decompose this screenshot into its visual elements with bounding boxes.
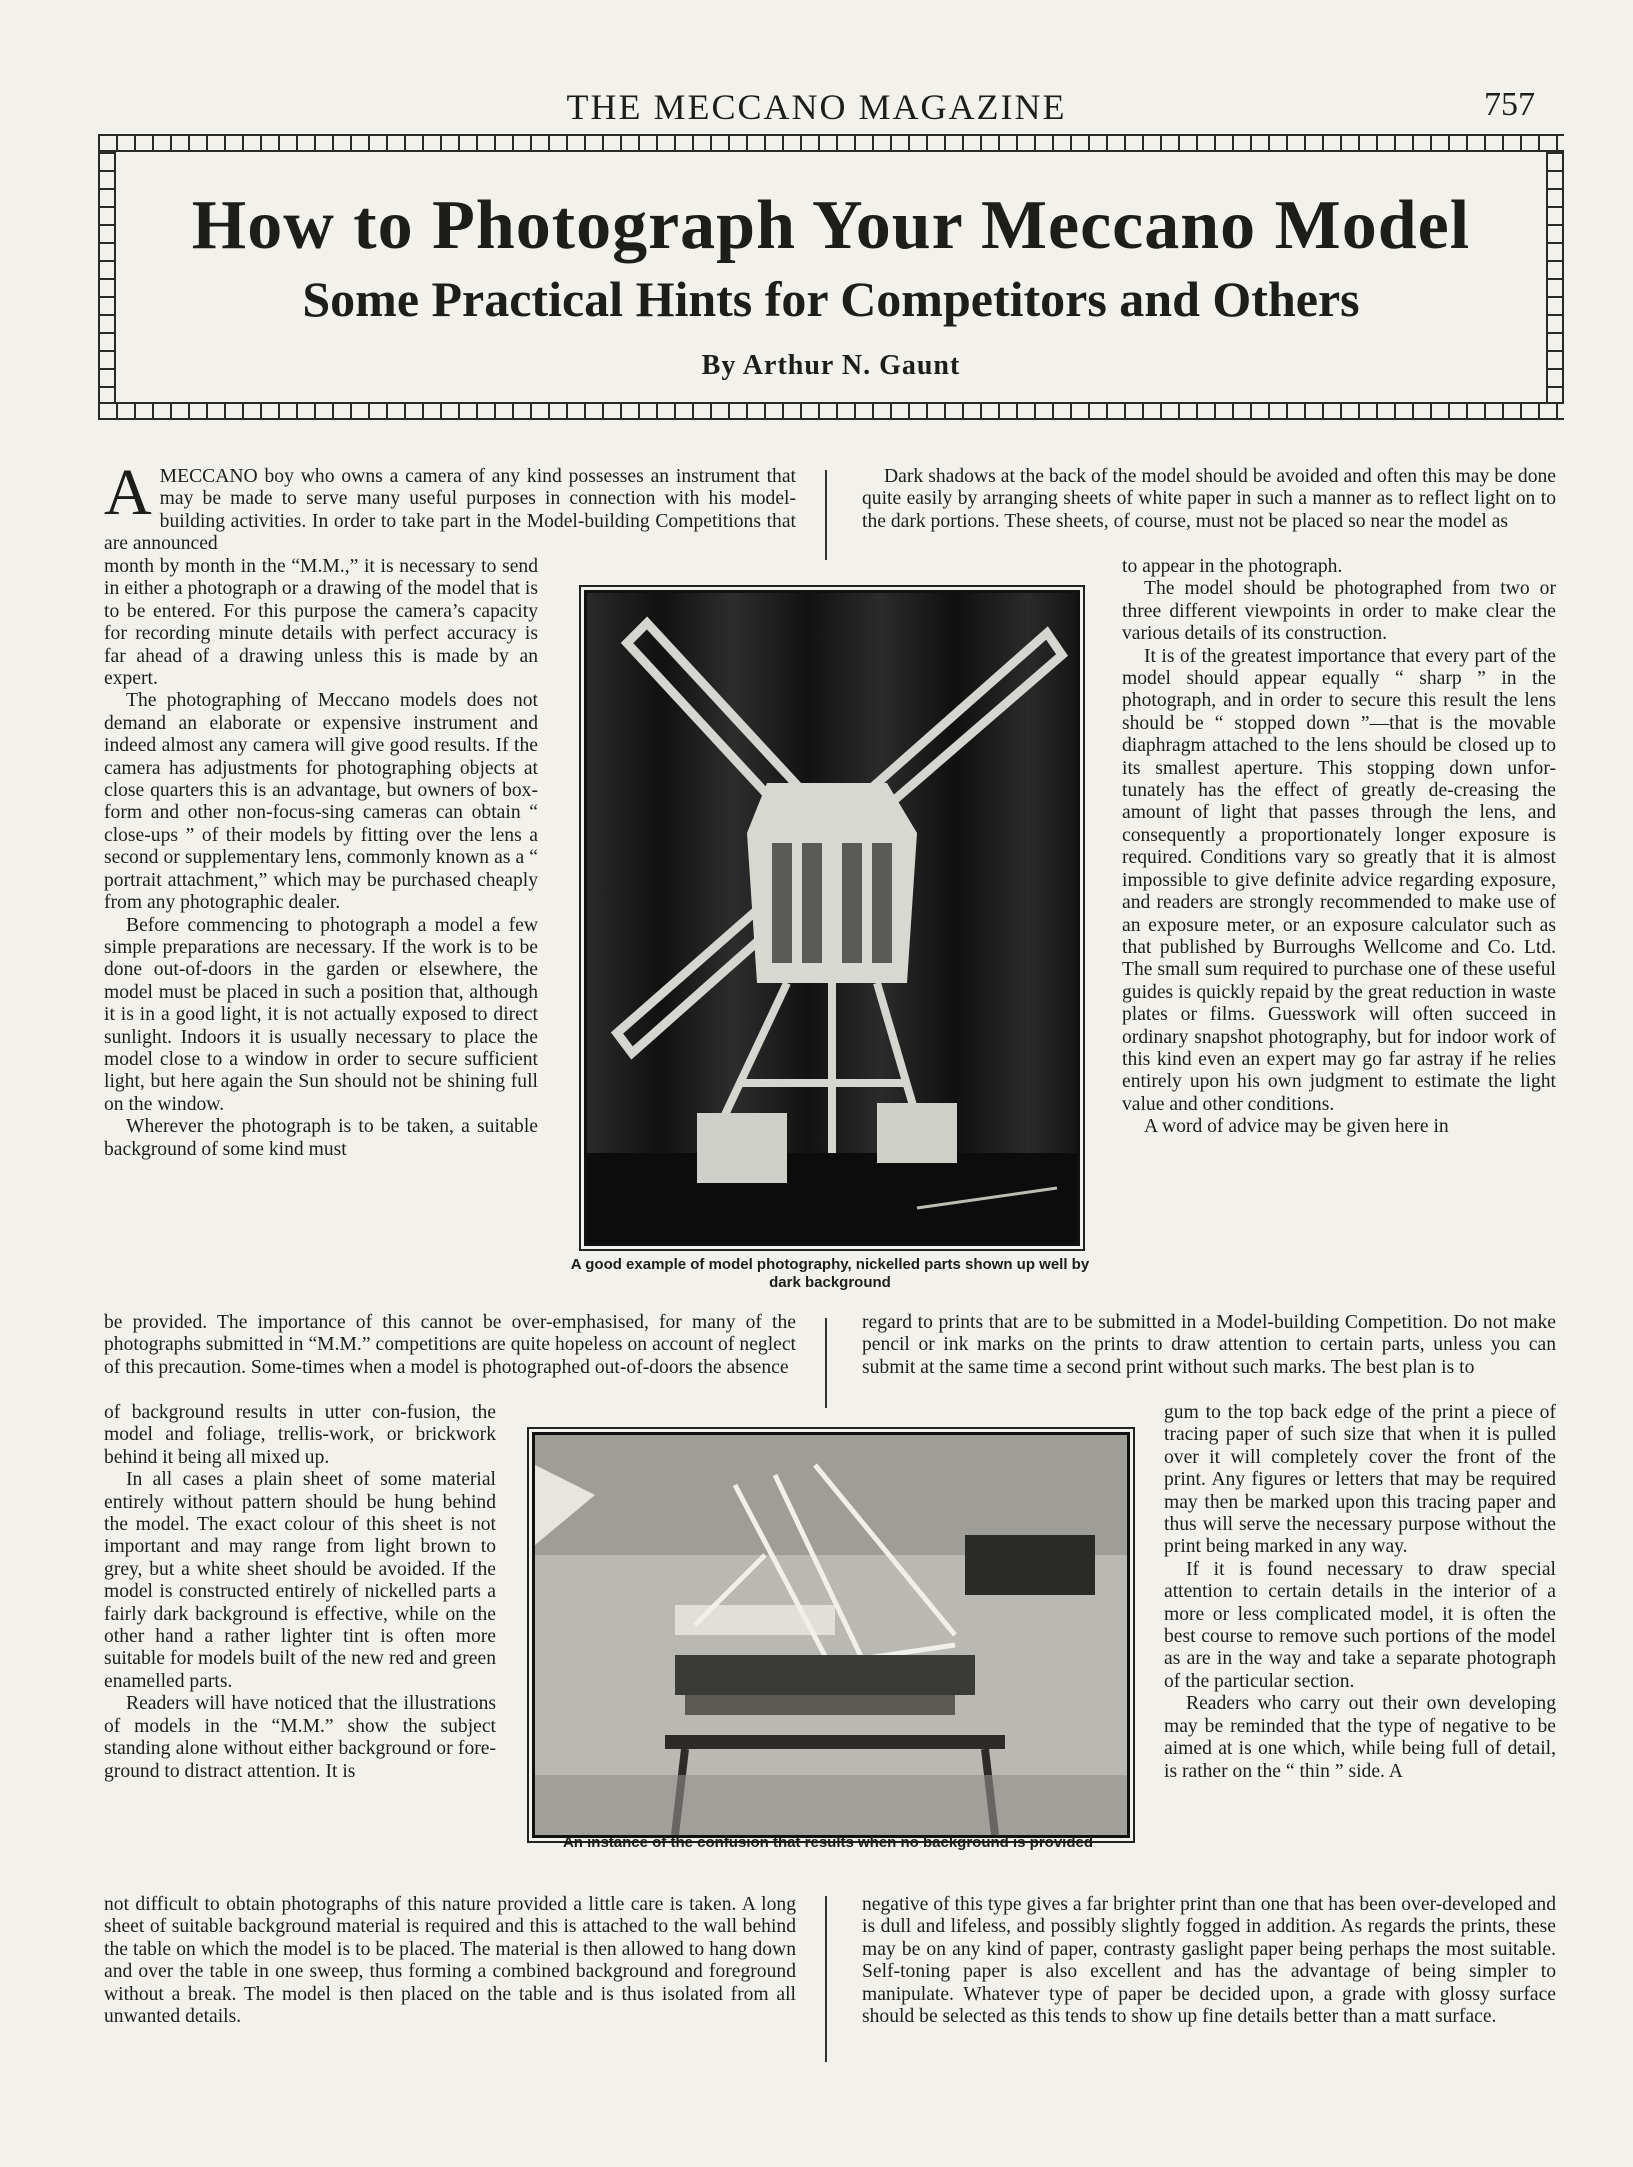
paragraph: A word of advice may be given here in: [1144, 1116, 1449, 1138]
running-title: THE MECCANO MAGAZINE: [566, 87, 1067, 127]
paragraph: Readers who carry out their own developing may be reminded that the type of negative to be aimed at is one which, while being full of detail, is rather on the “ thin ” side. A: [1164, 1693, 1556, 1782]
column-right-top: [862, 466, 1556, 533]
page-number: 757: [1484, 86, 1535, 123]
paragraph: negative of this type gives a far brighter print than one that has been over-developed and is dull and lifeless, and possibly slightly fogged in addition. As regards the prints, these may be on any kind of paper, contrasty gaslight paper being perhaps the most suitable. Self-toning paper is also excellent and has the advantage of being simpler to manipulate. Whatever type of paper be decided upon, a grade with glossy surface should be selected as this tends to show up fine details better than a matt surface.: [862, 1894, 1556, 2028]
paragraph: The photographing of Meccano models does not demand an elaborate or expensive instrument and indeed almost any camera will give good results. If the camera has adjustments for photographing objects at close quarters this is an advantage, but owners of box-form and other non-focus-sing cameras can obtain “ close-ups ” of their models by fitting over the lens a second or supplementary lens, commonly known as a “ portrait attachment,” which may be purchased cheaply from any photographic dealer.: [104, 690, 538, 914]
paragraph: of background results in utter con-fusion, the model and foliage, trellis-work, or brickwork behind it being all mixed up.: [104, 1402, 496, 1468]
column-right-narrow-1: [1122, 556, 1556, 1139]
drop-cap: A: [104, 456, 152, 529]
paragraph: not difficult to obtain photographs of this nature provided a little care is taken. A long sheet of suitable background material is required and this is attached to the wall behind the table on which the model is to be placed. The material is then allowed to hang down and over the table in one sweep, thus forming a combined background and foreground without a break. The model is then placed on the table and is thus isolated from all unwanted details.: [104, 1894, 796, 2028]
paragraph: Readers will have noticed that the illustrations of models in the “M.M.” show the subject standing alone without either background or fore-ground to distract attention. It is: [104, 1693, 496, 1782]
paragraph: be provided. The importance of this cannot be over-emphasised, for many of the photographs submitted in “M.M.” competitions are quite hopeless on account of neglect of this precaution. Some-times when a model is photographed out-of-doors the absence: [104, 1312, 796, 1378]
column-left-bottom: [104, 1894, 796, 2028]
column-rule: [825, 470, 827, 560]
paragraph: It is of the greatest importance that every part of the model should appear equally “ sharp ” in the photograph, and in order to secure this result the lens should be “ stopped down ”—that is the movable diaphragm attached to the lens should be closed up to its smallest aperture. This stopping down unfor-tunately has the effect of greatly de-creasing the amount of light that passes through the lens, and consequently a proportionately longer exposure is required. Conditions vary so greatly that it is almost impossible to give definite advice regarding exposure, and readers are strongly recommended to make use of an exposure meter, or an exposure calculator such as that published by Burroughs Wellcome and Co. Ltd. The small sum required to purchase one of these useful guides is quickly repaid by the great reduction in waste plates or films. Guesswork will often succeed in ordinary snapshot photography, but for indoor work of this kind even an expert may go far astray if he relies entirely upon his own judgment to estimate the light value and other conditions.: [1122, 645, 1556, 1115]
paragraph: Dark shadows at the back of the model should be avoided and often this may be done quite easily by arranging sheets of white paper in such a manner as to reflect light on to the dark portions. These sheets, of course, must not be placed so near the model as: [862, 466, 1556, 532]
title-frame: [98, 134, 1564, 420]
column-left-narrow-2: [104, 1402, 496, 1783]
column-rule: [825, 1318, 827, 1408]
article-subtitle: Some Practical Hints for Competitors and Others: [302, 271, 1360, 327]
paragraph: Wherever the photograph is to be taken, a suitable background of some kind must: [104, 1116, 538, 1160]
column-left-narrow-1: [104, 556, 538, 1161]
column-rule: [825, 1896, 827, 2062]
column-right-narrow-2: [1164, 1402, 1556, 1783]
sailing-boat-model-image: [535, 1435, 1127, 1835]
column-left-mid: [104, 1312, 796, 1379]
paragraph: to appear in the photograph.: [1122, 556, 1343, 577]
column-right-mid: [862, 1312, 1556, 1379]
windmill-photo: [584, 590, 1080, 1246]
column-right-bottom: [862, 1894, 1556, 2028]
paragraph: regard to prints that are to be submitted in a Model-building Competition. Do not make pencil or ink marks on the prints to draw attention to certain parts, unless you can submit at the same time a second print without such marks. The best plan is to: [862, 1312, 1556, 1378]
paragraph: If it is found necessary to draw special attention to certain details in the interior of a more or less complicated model, it is often the best course to remove such portions of the model as are in the way and take a separate photograph of the particular section.: [1164, 1558, 1556, 1692]
article-title: How to Photograph Your Meccano Model: [191, 187, 1471, 264]
windmill-model-image: [587, 593, 1077, 1243]
paragraph: In all cases a plain sheet of some material entirely without pattern should be hung behind the model. The exact colour of this sheet is not important and may range from light brown to grey, but a white sheet should be avoided. If the model is constructed entirely of nickelled parts a fairly dark background is effective, while on the other hand a rather lighter tint is often more suitable for models built of the new red and green enamelled parts.: [104, 1469, 496, 1692]
paragraph: gum to the top back edge of the print a piece of tracing paper of such size that when it is pulled over it will completely cover the front of the print. Any figures or letters that may be required may then be marked upon this tracing paper and thus will serve the necessary purpose without the print being marked in any way.: [1164, 1402, 1556, 1558]
paragraph: month by month in the “M.M.,” it is necessary to send in either a photograph or a drawing of the model that is to be entered. For this purpose the camera’s capacity for recording minute details with perfect accuracy is far ahead of a drawing unless this is made by an expert.: [104, 556, 538, 690]
frame-border-bottom: [98, 402, 1564, 420]
article-byline: By Arthur N. Gaunt: [701, 350, 961, 381]
paragraph: The model should be photographed from two or three different viewpoints in order to make clear the various details of its construction.: [1122, 578, 1556, 645]
intro-paragraph: MECCANO boy who owns a camera of any kind possesses an instrument that may be made to serve many useful purposes in connection with his model-building activities. In order to take part in the Model-building Competitions that are announced: [104, 466, 796, 555]
boat-caption: An instance of the confusion that results when no background is provided: [562, 1834, 1094, 1851]
windmill-caption: A good example of model photography, nickelled parts shown up well by dark background: [570, 1256, 1090, 1291]
column-left-intro: [104, 456, 796, 556]
paragraph: Before commencing to photograph a model a few simple preparations are necessary. If the work is to be done out-of-doors in the garden or elsewhere, the model must be placed in such a position that, although it is in a good light, it is not actually exposed to direct sunlight. Indoors it is usually necessary to place the model close to a window in order to secure sufficient light, but here again the Sun should not be shining full on the window.: [104, 914, 538, 1115]
running-head: [0, 86, 1633, 126]
frame-border-top: [98, 134, 1564, 152]
boat-photo: [532, 1432, 1130, 1838]
